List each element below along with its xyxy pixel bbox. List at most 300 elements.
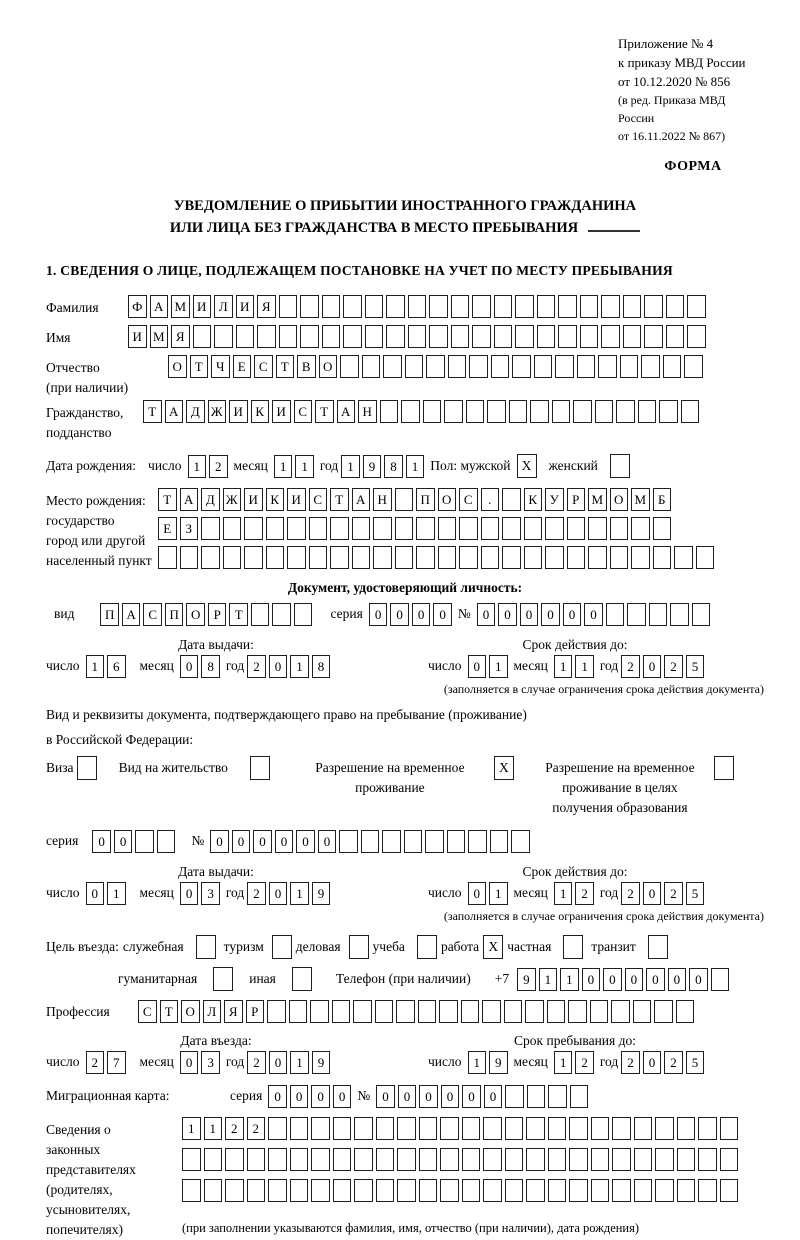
- form-cell[interactable]: М: [588, 488, 607, 511]
- form-cell[interactable]: [472, 295, 491, 318]
- form-cell[interactable]: [201, 546, 220, 569]
- form-cell[interactable]: Т: [330, 488, 349, 511]
- form-cell[interactable]: [247, 1179, 266, 1202]
- form-cell[interactable]: 5: [686, 1051, 705, 1074]
- form-cell[interactable]: 0: [441, 1085, 460, 1108]
- form-cell[interactable]: [236, 325, 255, 348]
- form-cell[interactable]: 0: [584, 603, 603, 626]
- form-cell[interactable]: О: [438, 488, 457, 511]
- purpose-private-checkbox[interactable]: [563, 935, 583, 959]
- form-cell[interactable]: 9: [489, 1051, 508, 1074]
- form-cell[interactable]: 8: [384, 455, 403, 478]
- visa-checkbox[interactable]: [77, 756, 97, 780]
- form-cell[interactable]: [268, 1148, 287, 1171]
- form-cell[interactable]: 0: [468, 882, 487, 905]
- form-cell[interactable]: [612, 1117, 631, 1140]
- form-cell[interactable]: [526, 1179, 545, 1202]
- form-cell[interactable]: [634, 1148, 653, 1171]
- form-cell[interactable]: 9: [312, 882, 331, 905]
- form-cell[interactable]: [448, 355, 467, 378]
- form-cell[interactable]: К: [524, 488, 543, 511]
- form-cell[interactable]: 0: [477, 603, 496, 626]
- form-cell[interactable]: 9: [363, 455, 382, 478]
- form-cell[interactable]: [223, 546, 242, 569]
- form-cell[interactable]: 2: [86, 1051, 105, 1074]
- form-cell[interactable]: Т: [160, 1000, 179, 1023]
- form-cell[interactable]: [279, 325, 298, 348]
- form-cell[interactable]: [333, 1179, 352, 1202]
- form-cell[interactable]: Р: [567, 488, 586, 511]
- form-cell[interactable]: [567, 517, 586, 540]
- form-cell[interactable]: [681, 400, 700, 423]
- form-cell[interactable]: [404, 830, 423, 853]
- form-cell[interactable]: [376, 1179, 395, 1202]
- form-cell[interactable]: [352, 517, 371, 540]
- form-cell[interactable]: [244, 546, 263, 569]
- form-cell[interactable]: [515, 295, 534, 318]
- form-cell[interactable]: 0: [210, 830, 229, 853]
- form-cell[interactable]: [612, 1179, 631, 1202]
- form-cell[interactable]: [537, 325, 556, 348]
- form-cell[interactable]: Я: [257, 295, 276, 318]
- form-cell[interactable]: [309, 517, 328, 540]
- form-cell[interactable]: [591, 1179, 610, 1202]
- form-cell[interactable]: [444, 400, 463, 423]
- form-cell[interactable]: [502, 517, 521, 540]
- form-cell[interactable]: [558, 325, 577, 348]
- form-cell[interactable]: И: [128, 325, 147, 348]
- purpose-tourism-checkbox[interactable]: [272, 935, 292, 959]
- form-cell[interactable]: [438, 546, 457, 569]
- form-cell[interactable]: [494, 295, 513, 318]
- form-cell[interactable]: А: [150, 295, 169, 318]
- form-cell[interactable]: [654, 1000, 673, 1023]
- form-cell[interactable]: 1: [188, 455, 207, 478]
- form-cell[interactable]: 0: [180, 1051, 199, 1074]
- form-cell[interactable]: [684, 355, 703, 378]
- form-cell[interactable]: [526, 1117, 545, 1140]
- form-cell[interactable]: [591, 1117, 610, 1140]
- form-cell[interactable]: [633, 1000, 652, 1023]
- form-cell[interactable]: [182, 1179, 201, 1202]
- form-cell[interactable]: [631, 546, 650, 569]
- form-cell[interactable]: [180, 546, 199, 569]
- form-cell[interactable]: 9: [517, 968, 536, 991]
- form-cell[interactable]: [279, 295, 298, 318]
- form-cell[interactable]: [266, 517, 285, 540]
- form-cell[interactable]: 0: [232, 830, 251, 853]
- form-cell[interactable]: [266, 546, 285, 569]
- form-cell[interactable]: [720, 1117, 739, 1140]
- form-cell[interactable]: [289, 1000, 308, 1023]
- form-cell[interactable]: [361, 830, 380, 853]
- form-cell[interactable]: [677, 1148, 696, 1171]
- form-cell[interactable]: [438, 517, 457, 540]
- form-cell[interactable]: 2: [225, 1117, 244, 1140]
- form-cell[interactable]: [505, 1179, 524, 1202]
- form-cell[interactable]: [354, 1148, 373, 1171]
- form-cell[interactable]: [223, 517, 242, 540]
- form-cell[interactable]: Т: [276, 355, 295, 378]
- form-cell[interactable]: [330, 517, 349, 540]
- form-cell[interactable]: 2: [575, 882, 594, 905]
- form-cell[interactable]: [655, 1117, 674, 1140]
- form-cell[interactable]: 0: [468, 655, 487, 678]
- form-cell[interactable]: [267, 1000, 286, 1023]
- form-cell[interactable]: [300, 295, 319, 318]
- form-cell[interactable]: У: [545, 488, 564, 511]
- form-cell[interactable]: 1: [107, 882, 126, 905]
- form-cell[interactable]: 1: [86, 655, 105, 678]
- sex-male-checkbox[interactable]: X: [517, 454, 537, 478]
- form-cell[interactable]: Я: [171, 325, 190, 348]
- form-cell[interactable]: [676, 1000, 695, 1023]
- form-cell[interactable]: [268, 1117, 287, 1140]
- form-cell[interactable]: [395, 546, 414, 569]
- form-cell[interactable]: [483, 1117, 502, 1140]
- form-cell[interactable]: [545, 546, 564, 569]
- form-cell[interactable]: 1: [554, 655, 573, 678]
- form-cell[interactable]: Л: [214, 295, 233, 318]
- form-cell[interactable]: Т: [143, 400, 162, 423]
- form-cell[interactable]: [397, 1148, 416, 1171]
- form-cell[interactable]: 1: [182, 1117, 201, 1140]
- form-cell[interactable]: [310, 1000, 329, 1023]
- form-cell[interactable]: Н: [358, 400, 377, 423]
- form-cell[interactable]: [193, 325, 212, 348]
- form-cell[interactable]: [649, 603, 668, 626]
- form-cell[interactable]: 2: [247, 1117, 266, 1140]
- form-cell[interactable]: [416, 546, 435, 569]
- form-cell[interactable]: 0: [643, 1051, 662, 1074]
- form-cell[interactable]: [569, 1148, 588, 1171]
- form-cell[interactable]: [525, 1000, 544, 1023]
- form-cell[interactable]: [397, 1117, 416, 1140]
- form-cell[interactable]: П: [100, 603, 119, 626]
- form-cell[interactable]: 1: [290, 1051, 309, 1074]
- form-cell[interactable]: 0: [541, 603, 560, 626]
- form-cell[interactable]: [483, 1179, 502, 1202]
- form-cell[interactable]: [548, 1085, 567, 1108]
- form-cell[interactable]: [555, 355, 574, 378]
- form-cell[interactable]: И: [287, 488, 306, 511]
- form-cell[interactable]: 2: [247, 882, 266, 905]
- form-cell[interactable]: 0: [520, 603, 539, 626]
- form-cell[interactable]: А: [165, 400, 184, 423]
- form-cell[interactable]: [698, 1179, 717, 1202]
- form-cell[interactable]: [375, 1000, 394, 1023]
- form-cell[interactable]: [483, 1148, 502, 1171]
- form-cell[interactable]: 1: [468, 1051, 487, 1074]
- form-cell[interactable]: 1: [560, 968, 579, 991]
- form-cell[interactable]: 0: [668, 968, 687, 991]
- form-cell[interactable]: [511, 830, 530, 853]
- form-cell[interactable]: [692, 603, 711, 626]
- form-cell[interactable]: [482, 1000, 501, 1023]
- form-cell[interactable]: [462, 1117, 481, 1140]
- form-cell[interactable]: 1: [341, 455, 360, 478]
- form-cell[interactable]: [644, 325, 663, 348]
- form-cell[interactable]: [569, 1117, 588, 1140]
- form-cell[interactable]: [373, 546, 392, 569]
- form-cell[interactable]: [505, 1117, 524, 1140]
- form-cell[interactable]: [548, 1179, 567, 1202]
- form-cell[interactable]: 9: [312, 1051, 331, 1074]
- form-cell[interactable]: [354, 1179, 373, 1202]
- form-cell[interactable]: [386, 325, 405, 348]
- form-cell[interactable]: [466, 400, 485, 423]
- form-cell[interactable]: [505, 1085, 524, 1108]
- form-cell[interactable]: 0: [269, 1051, 288, 1074]
- purpose-work-checkbox[interactable]: X: [483, 935, 503, 959]
- form-cell[interactable]: [418, 1000, 437, 1023]
- form-cell[interactable]: [353, 1000, 372, 1023]
- form-cell[interactable]: [610, 517, 629, 540]
- form-cell[interactable]: П: [416, 488, 435, 511]
- form-cell[interactable]: [244, 517, 263, 540]
- form-cell[interactable]: [696, 546, 715, 569]
- form-cell[interactable]: [257, 325, 276, 348]
- form-cell[interactable]: 0: [498, 603, 517, 626]
- form-cell[interactable]: [419, 1117, 438, 1140]
- form-cell[interactable]: [429, 325, 448, 348]
- form-cell[interactable]: [569, 1179, 588, 1202]
- form-cell[interactable]: А: [352, 488, 371, 511]
- form-cell[interactable]: [408, 325, 427, 348]
- form-cell[interactable]: [290, 1179, 309, 1202]
- sex-female-checkbox[interactable]: [610, 454, 630, 478]
- form-cell[interactable]: И: [244, 488, 263, 511]
- form-cell[interactable]: 2: [664, 1051, 683, 1074]
- form-cell[interactable]: И: [272, 400, 291, 423]
- form-cell[interactable]: Д: [186, 400, 205, 423]
- form-cell[interactable]: Т: [229, 603, 248, 626]
- form-cell[interactable]: [616, 400, 635, 423]
- form-cell[interactable]: Т: [190, 355, 209, 378]
- form-cell[interactable]: 0: [376, 1085, 395, 1108]
- form-cell[interactable]: [290, 1117, 309, 1140]
- form-cell[interactable]: 0: [419, 1085, 438, 1108]
- form-cell[interactable]: [570, 1085, 589, 1108]
- form-cell[interactable]: 0: [318, 830, 337, 853]
- form-cell[interactable]: [339, 830, 358, 853]
- form-cell[interactable]: Ж: [208, 400, 227, 423]
- form-cell[interactable]: [698, 1148, 717, 1171]
- form-cell[interactable]: 0: [114, 830, 133, 853]
- form-cell[interactable]: [468, 830, 487, 853]
- form-cell[interactable]: 0: [311, 1085, 330, 1108]
- purpose-business-checkbox[interactable]: [196, 935, 216, 959]
- form-cell[interactable]: [644, 295, 663, 318]
- form-cell[interactable]: [408, 295, 427, 318]
- purpose-humanitarian-checkbox[interactable]: [213, 967, 233, 991]
- form-cell[interactable]: 1: [539, 968, 558, 991]
- form-cell[interactable]: [634, 1117, 653, 1140]
- form-cell[interactable]: [663, 355, 682, 378]
- form-cell[interactable]: [524, 546, 543, 569]
- form-cell[interactable]: [135, 830, 154, 853]
- form-cell[interactable]: [577, 355, 596, 378]
- form-cell[interactable]: 0: [333, 1085, 352, 1108]
- form-cell[interactable]: С: [294, 400, 313, 423]
- form-cell[interactable]: [610, 546, 629, 569]
- form-cell[interactable]: [439, 1000, 458, 1023]
- form-cell[interactable]: С: [309, 488, 328, 511]
- form-cell[interactable]: Ч: [211, 355, 230, 378]
- form-cell[interactable]: [332, 1000, 351, 1023]
- form-cell[interactable]: [383, 355, 402, 378]
- form-cell[interactable]: 3: [201, 882, 220, 905]
- form-cell[interactable]: Л: [203, 1000, 222, 1023]
- form-cell[interactable]: [567, 546, 586, 569]
- form-cell[interactable]: [631, 517, 650, 540]
- form-cell[interactable]: [333, 1117, 352, 1140]
- form-cell[interactable]: 1: [204, 1117, 223, 1140]
- form-cell[interactable]: И: [236, 295, 255, 318]
- form-cell[interactable]: [595, 400, 614, 423]
- form-cell[interactable]: [588, 546, 607, 569]
- form-cell[interactable]: [376, 1148, 395, 1171]
- form-cell[interactable]: [711, 968, 730, 991]
- form-cell[interactable]: Р: [246, 1000, 265, 1023]
- form-cell[interactable]: 0: [433, 603, 452, 626]
- form-cell[interactable]: Р: [208, 603, 227, 626]
- form-cell[interactable]: 0: [92, 830, 111, 853]
- form-cell[interactable]: 1: [406, 455, 425, 478]
- form-cell[interactable]: [362, 355, 381, 378]
- form-cell[interactable]: 3: [201, 1051, 220, 1074]
- form-cell[interactable]: [343, 325, 362, 348]
- form-cell[interactable]: 5: [686, 882, 705, 905]
- form-cell[interactable]: [666, 325, 685, 348]
- form-cell[interactable]: Я: [224, 1000, 243, 1023]
- form-cell[interactable]: [509, 400, 528, 423]
- form-cell[interactable]: [380, 400, 399, 423]
- form-cell[interactable]: 1: [554, 882, 573, 905]
- form-cell[interactable]: 1: [295, 455, 314, 478]
- form-cell[interactable]: 0: [625, 968, 644, 991]
- form-cell[interactable]: [401, 400, 420, 423]
- form-cell[interactable]: [677, 1117, 696, 1140]
- form-cell[interactable]: 0: [390, 603, 409, 626]
- form-cell[interactable]: [395, 488, 414, 511]
- form-cell[interactable]: А: [337, 400, 356, 423]
- form-cell[interactable]: 5: [686, 655, 705, 678]
- form-cell[interactable]: 2: [664, 882, 683, 905]
- form-cell[interactable]: [487, 400, 506, 423]
- form-cell[interactable]: [386, 295, 405, 318]
- form-cell[interactable]: [623, 325, 642, 348]
- form-cell[interactable]: 8: [312, 655, 331, 678]
- form-cell[interactable]: [552, 400, 571, 423]
- form-cell[interactable]: [251, 603, 270, 626]
- form-cell[interactable]: Д: [201, 488, 220, 511]
- form-cell[interactable]: [659, 400, 678, 423]
- form-cell[interactable]: О: [168, 355, 187, 378]
- form-cell[interactable]: 2: [664, 655, 683, 678]
- form-cell[interactable]: [333, 1148, 352, 1171]
- form-cell[interactable]: [311, 1148, 330, 1171]
- form-cell[interactable]: [459, 546, 478, 569]
- form-cell[interactable]: [311, 1117, 330, 1140]
- form-cell[interactable]: Н: [373, 488, 392, 511]
- form-cell[interactable]: [530, 400, 549, 423]
- form-cell[interactable]: [272, 603, 291, 626]
- form-cell[interactable]: [674, 546, 693, 569]
- form-cell[interactable]: 0: [180, 655, 199, 678]
- form-cell[interactable]: [429, 295, 448, 318]
- form-cell[interactable]: С: [138, 1000, 157, 1023]
- form-cell[interactable]: 0: [296, 830, 315, 853]
- form-cell[interactable]: 7: [107, 1051, 126, 1074]
- form-cell[interactable]: [158, 546, 177, 569]
- form-cell[interactable]: [461, 1000, 480, 1023]
- form-cell[interactable]: 2: [621, 1051, 640, 1074]
- form-cell[interactable]: Т: [158, 488, 177, 511]
- form-cell[interactable]: [524, 517, 543, 540]
- form-cell[interactable]: 0: [643, 882, 662, 905]
- form-cell[interactable]: [548, 1148, 567, 1171]
- form-cell[interactable]: [698, 1117, 717, 1140]
- form-cell[interactable]: [451, 325, 470, 348]
- purpose-transit-checkbox[interactable]: [648, 935, 668, 959]
- form-cell[interactable]: [322, 325, 341, 348]
- form-cell[interactable]: 0: [646, 968, 665, 991]
- form-cell[interactable]: [612, 1148, 631, 1171]
- form-cell[interactable]: С: [459, 488, 478, 511]
- form-cell[interactable]: [416, 517, 435, 540]
- form-cell[interactable]: 6: [107, 655, 126, 678]
- form-cell[interactable]: С: [143, 603, 162, 626]
- form-cell[interactable]: 2: [621, 882, 640, 905]
- form-cell[interactable]: [440, 1148, 459, 1171]
- form-cell[interactable]: [447, 830, 466, 853]
- purpose-other-checkbox[interactable]: [292, 967, 312, 991]
- form-cell[interactable]: [462, 1148, 481, 1171]
- form-cell[interactable]: 0: [290, 1085, 309, 1108]
- form-cell[interactable]: 0: [689, 968, 708, 991]
- form-cell[interactable]: [352, 546, 371, 569]
- form-cell[interactable]: [247, 1148, 266, 1171]
- form-cell[interactable]: [214, 325, 233, 348]
- form-cell[interactable]: [382, 830, 401, 853]
- form-cell[interactable]: [548, 1117, 567, 1140]
- form-cell[interactable]: 0: [643, 655, 662, 678]
- form-cell[interactable]: 1: [554, 1051, 573, 1074]
- form-cell[interactable]: И: [193, 295, 212, 318]
- form-cell[interactable]: О: [186, 603, 205, 626]
- form-cell[interactable]: [591, 1148, 610, 1171]
- form-cell[interactable]: [268, 1179, 287, 1202]
- form-cell[interactable]: 0: [462, 1085, 481, 1108]
- form-cell[interactable]: [287, 517, 306, 540]
- form-cell[interactable]: [638, 400, 657, 423]
- form-cell[interactable]: [623, 295, 642, 318]
- form-cell[interactable]: 1: [575, 655, 594, 678]
- form-cell[interactable]: А: [180, 488, 199, 511]
- form-cell[interactable]: [330, 546, 349, 569]
- form-cell[interactable]: [601, 325, 620, 348]
- form-cell[interactable]: 0: [86, 882, 105, 905]
- temp-residence-education-checkbox[interactable]: [714, 756, 734, 780]
- form-cell[interactable]: [322, 295, 341, 318]
- form-cell[interactable]: [376, 1117, 395, 1140]
- form-cell[interactable]: [472, 325, 491, 348]
- form-cell[interactable]: [490, 830, 509, 853]
- form-cell[interactable]: [573, 400, 592, 423]
- form-cell[interactable]: [225, 1179, 244, 1202]
- form-cell[interactable]: [481, 517, 500, 540]
